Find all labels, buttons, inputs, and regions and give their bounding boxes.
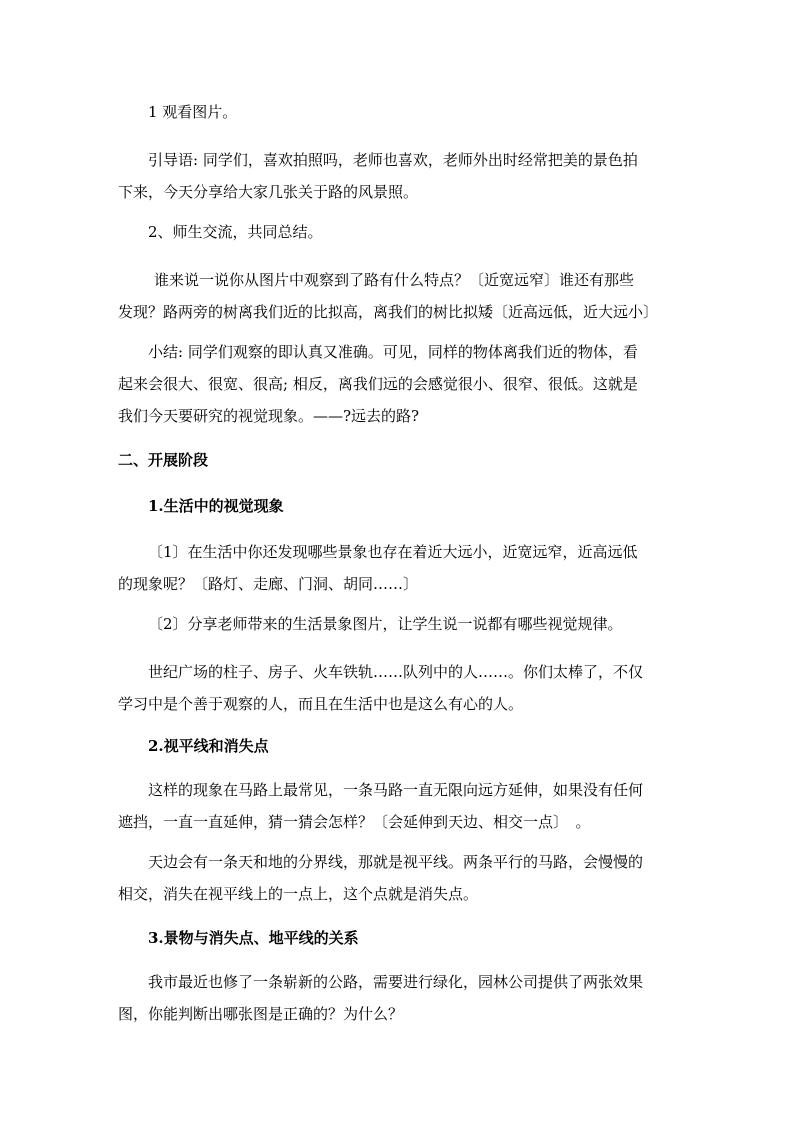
paragraph-examples [118,656,680,720]
text-line: 引导语: 同学们，喜欢拍照吗，老师也喜欢，老师外出时经常把美的景色拍 [148,151,638,169]
subsection-heading-visual-phenomena: 1.生活中的视觉现象 [148,497,284,515]
text-line: 下来，今天分享给大家几张关于路的风景照。 [118,183,419,201]
text-line: 〔2〕分享老师带来的生活景象图片，让学生说一说都有哪些视觉规律。 [148,615,623,633]
text-line: 〔1〕在生活中你还发现哪些景象也存在着近大远小，近宽远窄，近高远低 [148,543,638,561]
paragraph-question-2 [118,608,680,640]
subsection-heading-horizon-vanishing: 2.视平线和消失点 [148,737,269,755]
paragraph-road-greening [118,966,680,1030]
paragraph-intro-speech [118,144,680,208]
text-line: 小结: 同学们观察的即认真又准确。可见，同样的物体离我们近的物体，看 [148,343,638,361]
text-line: 起来会很大、很宽、很高; 相反，离我们远的会感觉很小、很窄、很低。这就是 [118,375,638,393]
paragraph-teacher-student-exchange [118,216,680,248]
paragraph-road-features [118,264,680,328]
paragraph-question-1 [118,536,680,600]
paragraph-horizon-definition [118,846,680,910]
text-line: 2、师生交流，共同总结。 [148,223,323,241]
paragraph-summary [118,336,680,432]
text-line: 谁来说一说你从图片中观察到了路有什么特点？〔近宽远窄〕谁还有那些 [154,271,635,289]
subsection-heading-scenery-relation: 3.景物与消失点、地平线的关系 [148,929,359,947]
text-line: 1 观看图片。 [148,103,238,121]
text-line: 图，你能判断出哪张图是正确的？为什么？ [118,1005,404,1023]
text-line: 的现象呢？〔路灯、走廊、门洞、胡同……〕 [118,575,419,593]
text-line: 学习中是个善于观察的人，而且在生活中也是这么有心的人。 [118,695,524,713]
text-line: 我市最近也修了一条崭新的公路，需要进行绿化，园林公司提供了两张效果 [148,973,644,991]
text-line: 遮挡，一直一直延伸，猜一猜会怎样？〔会延伸到天边、相交一点〕 。 [118,813,591,831]
text-line: 我们今天要研究的视觉现象。——?远去的路? [118,407,420,425]
text-line: 天边会有一条天和地的分界线，那就是视平线。两条平行的马路，会慢慢的 [148,853,644,871]
text-line: 世纪广场的柱子、房子、火车铁轨……队列中的人……。你们太棒了，不仅 [148,663,644,681]
section-heading: 二、开展阶段 [118,451,209,469]
text-line: 发现？路两旁的树离我们近的比拟高，离我们的树比拟矮〔近高远低，近大远小〕 [118,303,659,321]
text-line: 这样的现象在马路上最常见，一条马路一直无限向远方延伸，如果没有任何 [148,781,644,799]
paragraph-observe-pictures [118,96,680,128]
paragraph-road-extends [118,774,680,838]
text-line: 相交，消失在视平线上的一点上，这个点就是消失点。 [118,885,479,903]
